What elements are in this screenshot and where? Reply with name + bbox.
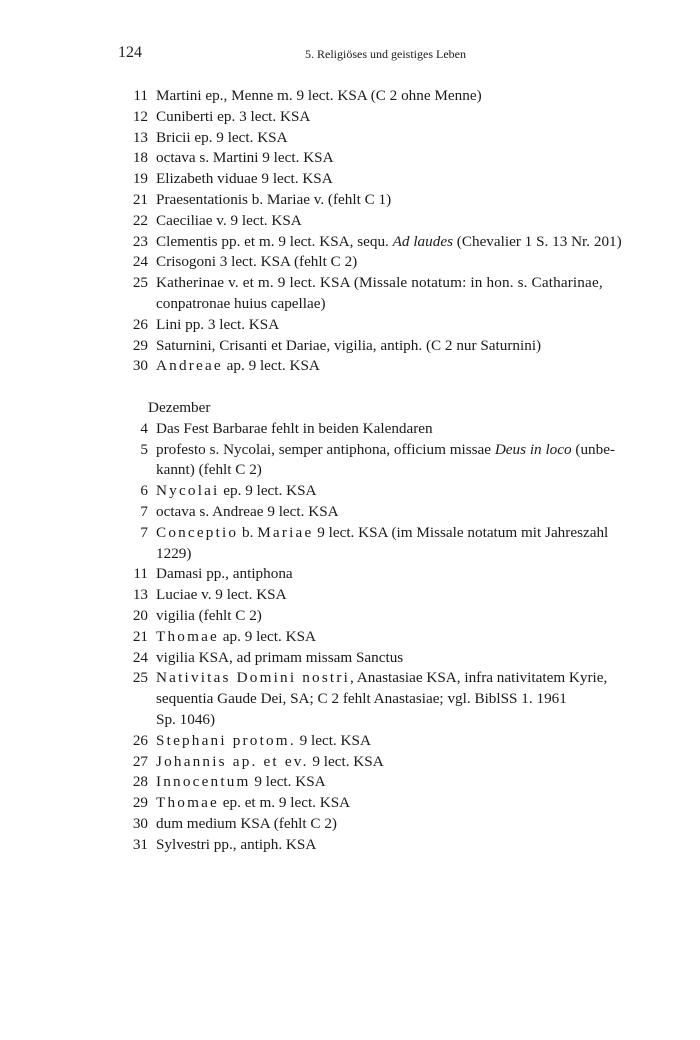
entry-text: Sylvestri pp., antiph. KSA [156,835,317,853]
calendar-entry [116,793,656,814]
entry-text [148,440,656,482]
calendar-entry [116,627,656,648]
entry-line [156,523,656,544]
entry-text-part: 9 lect. KSA [308,752,384,770]
entry-line [156,440,656,461]
day-number: 26 [132,315,148,333]
entry-text: Elizabeth viduae 9 lect. KSA [156,170,333,188]
entry-line: Katherinae v. et m. 9 lect. KSA (Missale notatum: in hon. s. Catharinae, [156,274,603,292]
day-number: 30 [132,357,148,375]
entry-text: Caeciliae v. 9 lect. KSA [156,211,302,229]
calendar-entry [116,336,656,357]
spaced-feast-name: Nativitas Domini nostri [156,669,351,687]
entry-text: Praesentationis b. Mariae v. (fehlt C 1) [156,190,392,208]
spaced-feast-name: Mariae [257,523,314,541]
entry-text [148,232,656,253]
entry-text [148,752,656,773]
entry-text: octava s. Andreae 9 lect. KSA [156,502,339,520]
entry-text [148,772,656,793]
entry-text: dum medium KSA (fehlt C 2) [156,814,337,832]
calendar-entry [116,356,656,377]
entry-text: vigilia KSA, ad primam missam Sanctus [156,648,404,666]
entry-text-part: (unbe- [571,440,616,458]
calendar-entry [116,814,656,835]
day-number: 24 [132,648,148,666]
spaced-feast-name: Stephani protom. [156,731,296,749]
entry-text-part: , Anastasiae KSA, infra nativitatem Kyrie, [350,669,608,687]
entry-text: Luciae v. 9 lect. KSA [156,586,287,604]
entry-text [148,668,656,730]
day-number: 11 [133,565,148,583]
day-number: 29 [132,336,148,354]
running-head: 5. Religiöses und geistiges Leben [305,47,466,61]
entry-line [156,668,656,689]
calendar-entry [116,502,656,523]
entry-text: Martini ep., Menne m. 9 lect. KSA (C 2 ohne Menne) [156,87,482,104]
entry-line: kannt) (fehlt C 2) [156,461,262,479]
entry-line: 1229) [156,544,192,562]
mass-title: Deus in loco [494,440,572,458]
entry-text: Saturnini, Crisanti et Dariae, vigilia, antiph. (C 2 nur Saturnini) [156,336,542,354]
calendar-body [116,86,656,855]
entry-text [148,627,656,648]
page-header [118,44,653,68]
calendar-entry [116,211,656,232]
calendar-entry [116,523,656,565]
day-number: 24 [132,253,148,271]
entry-text [148,793,656,814]
entry-text: vigilia (fehlt C 2) [156,606,262,624]
entry-text-part: b. [238,523,258,541]
entry-text [148,481,656,502]
day-number: 11 [133,87,148,104]
entry-text: Damasi pp., antiphona [156,565,293,583]
entry-text-part: 9 lect. KSA [295,731,371,749]
calendar-entry [116,668,656,730]
calendar-entry [116,772,656,793]
day-number: 13 [132,586,148,604]
spaced-feast-name: Johannis ap. et ev. [156,752,309,770]
entry-line: conpatronae huius capellae) [156,294,326,312]
calendar-entry [116,315,656,336]
entry-text: Cuniberti ep. 3 lect. KSA [156,107,311,125]
day-number: 27 [132,752,148,770]
day-number: 13 [132,128,148,146]
entry-text-part: ep. 9 lect. KSA [219,482,317,500]
entry-text-part: 9 lect. KSA [250,773,326,791]
day-number: 7 [140,502,148,520]
calendar-entry [116,606,656,627]
spaced-feast-name: Andreae [156,357,223,375]
entry-text: Das Fest Barbarae fehlt in beiden Kalendaren [156,419,433,437]
entry-text [148,523,656,565]
entry-text [148,731,656,752]
day-number: 29 [132,794,148,812]
calendar-entry [116,752,656,773]
day-number: 5 [140,440,148,458]
entry-text-part: 9 lect. KSA (im Missale notatum mit Jahreszahl [313,523,609,541]
day-number: 25 [132,669,148,687]
calendar-entry [116,731,656,752]
day-number: 6 [140,482,148,500]
page-number: 124 [118,44,142,61]
day-number: 30 [132,814,148,832]
spaced-feast-name: Thomae [156,627,219,645]
calendar-entry [116,835,656,856]
spaced-feast-name: Thomae [156,794,219,812]
entry-text: Bricii ep. 9 lect. KSA [156,128,288,146]
calendar-entry [116,648,656,669]
day-number: 26 [132,731,148,749]
entry-text: Lini pp. 3 lect. KSA [156,315,280,333]
day-number: 7 [140,523,148,541]
day-number: 12 [132,107,148,125]
entry-text [148,356,656,377]
day-number: 21 [132,190,148,208]
day-number: 18 [132,149,148,167]
calendar-entry [116,440,656,482]
calendar-entry [116,128,656,149]
month-heading-text: Dezember [148,398,211,416]
section-gap [116,377,656,398]
day-number: 22 [132,211,148,229]
day-number: 31 [132,835,148,853]
calendar-entry [116,481,656,502]
calendar-entry [116,190,656,211]
entry-text-part: ap. 9 lect. KSA [218,627,316,645]
calendar-entry [116,564,656,585]
day-number: 4 [140,419,148,437]
calendar-entry [116,148,656,169]
day-number: 28 [132,773,148,791]
month-heading [116,398,656,419]
sequence-title: Ad laudes [392,232,453,250]
spaced-feast-name: Nycolai [156,482,220,500]
spaced-feast-name: Conceptio [156,523,239,541]
entry-text-part: ep. et m. 9 lect. KSA [218,794,351,812]
calendar-entry [116,107,656,128]
day-number: 19 [132,170,148,188]
entry-line: Sp. 1046) [156,710,216,728]
entry-text-part: profesto s. Nycolai, semper antiphona, officium missae [156,440,495,458]
calendar-entry [116,585,656,606]
calendar-entry [116,273,656,315]
calendar-entry [116,232,656,253]
calendar-entry [116,419,656,440]
entry-text-part: Clementis pp. et m. 9 lect. KSA, sequ. [156,232,393,250]
entry-text-part: ap. 9 lect. KSA [222,357,320,375]
calendar-entry [116,86,656,107]
entry-line: sequentia Gaude Dei, SA; C 2 fehlt Anastasiae; vgl. BiblSS 1. 1961 [156,690,567,708]
calendar-entry [116,252,656,273]
spaced-feast-name: Innocentum [156,773,251,791]
day-number: 23 [132,232,148,250]
day-number: 20 [132,606,148,624]
day-number: 21 [132,627,148,645]
entry-text: octava s. Martini 9 lect. KSA [156,149,334,167]
entry-text-part: (Chevalier 1 S. 13 Nr. 201) [452,232,622,250]
calendar-entry [116,169,656,190]
entry-text: Crisogoni 3 lect. KSA (fehlt C 2) [156,253,358,271]
entry-text [148,273,656,315]
day-number: 25 [132,274,148,292]
